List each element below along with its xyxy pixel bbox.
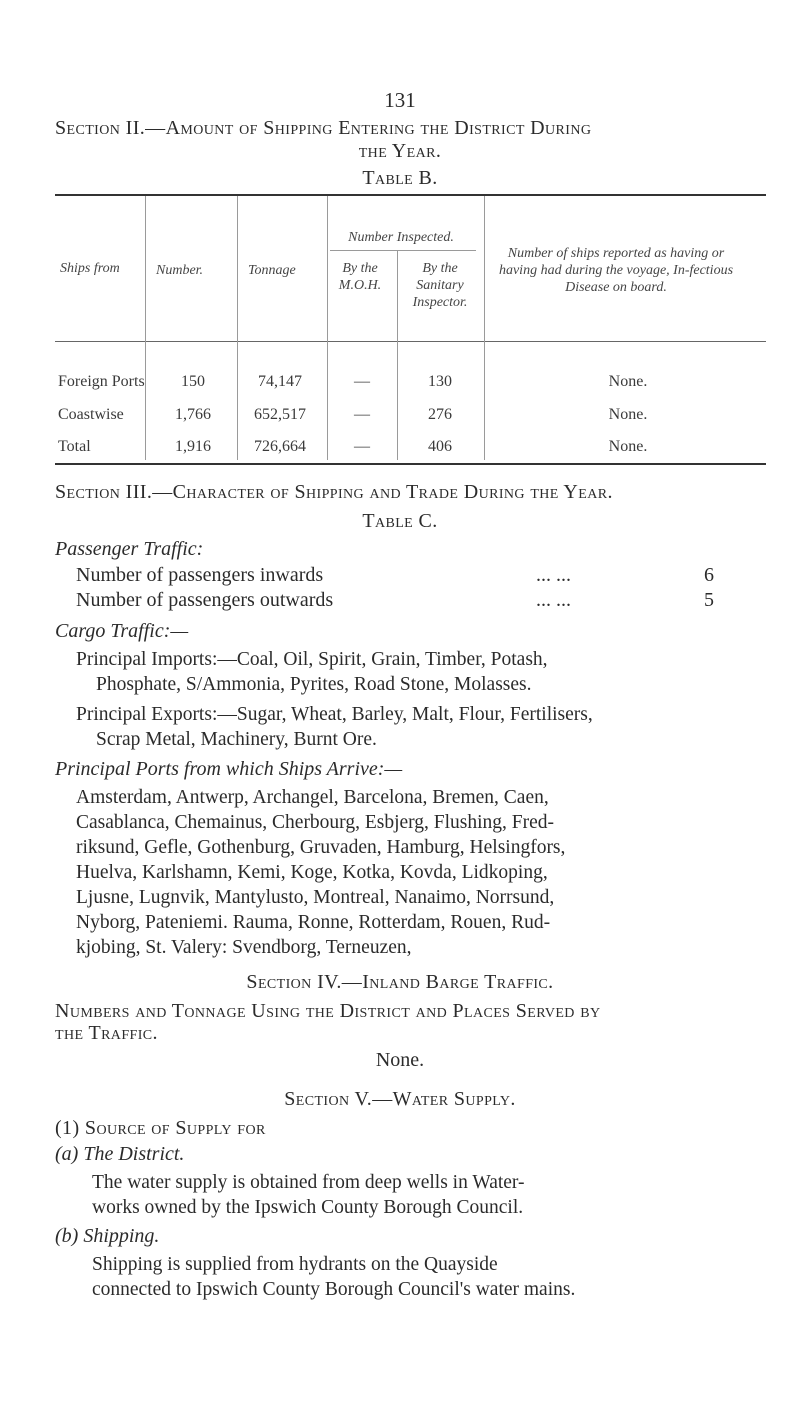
section-5-title: Section V.—Water Supply. xyxy=(284,1088,516,1110)
page-number: 131 xyxy=(384,88,416,112)
table-b-label: Table B. xyxy=(362,167,438,189)
ports-line: Casablanca, Chemainus, Cherbourg, Esbjerg, Flushing, Fred- xyxy=(76,812,555,833)
header-ships-from: Ships from xyxy=(60,261,120,276)
row-by-moh: — xyxy=(354,373,370,390)
row-by-sanitary: 130 xyxy=(428,373,452,390)
row-by-sanitary: 276 xyxy=(428,406,452,423)
shipping-text-line1: Shipping is supplied from hydrants on the Quayside xyxy=(92,1254,498,1275)
header-number: Number. xyxy=(156,263,204,278)
table-bottom-rule xyxy=(55,463,766,465)
passenger-traffic-heading: Passenger Traffic: xyxy=(55,538,204,560)
district-label: (a) The District. xyxy=(55,1143,185,1165)
passengers-outwards-value: 5 xyxy=(704,589,714,611)
row-ships-from: Total xyxy=(58,438,91,455)
row-by-sanitary: 406 xyxy=(428,438,452,455)
principal-imports-line1: Principal Imports:—Coal, Oil, Spirit, Grain, Timber, Potash, xyxy=(76,649,548,670)
principal-ports-heading: Principal Ports from which Ships Arrive:— xyxy=(55,758,403,780)
section-2-title-line1: Section II.—Amount of Shipping Entering the District During xyxy=(55,117,592,139)
section-2-title-line2: the Year. xyxy=(358,140,442,162)
passengers-inwards-value: 6 xyxy=(704,564,714,586)
row-ships-from: Foreign Ports xyxy=(58,373,145,390)
ports-line: Huelva, Karlshamn, Kemi, Koge, Kotka, Kovda, Lidkoping, xyxy=(76,862,548,883)
cargo-traffic-heading: Cargo Traffic:— xyxy=(55,620,189,642)
row-number: 1,916 xyxy=(175,438,211,455)
section-3-title: Section III.—Character of Shipping and Trade During the Year. xyxy=(55,481,613,503)
row-tonnage: 652,517 xyxy=(254,406,306,423)
header-tonnage: Tonnage xyxy=(248,263,296,278)
header-number-inspected: Number Inspected. xyxy=(348,230,454,245)
section-4-title: Section IV.—Inland Barge Traffic. xyxy=(246,971,554,993)
row-number: 150 xyxy=(181,373,205,390)
section-4-value: None. xyxy=(375,1049,425,1071)
district-text-line1: The water supply is obtained from deep wells in Water- xyxy=(92,1172,525,1193)
header-infectious-disease-reported: Number of ships reported as having or having had during the voyage, In-fectious Disease on board. xyxy=(498,246,734,295)
row-reported: None. xyxy=(608,406,648,423)
principal-exports-line2: Scrap Metal, Machinery, Burnt Ore. xyxy=(96,729,377,750)
passengers-outwards-dots: ... ... xyxy=(536,589,571,611)
ports-line: Nyborg, Pateniemi. Rauma, Ronne, Rotterdam, Rouen, Rud- xyxy=(76,912,551,933)
column-divider xyxy=(397,250,398,460)
shipping-text-line2: connected to Ipswich County Borough Council's water mains. xyxy=(92,1279,576,1300)
passengers-inwards-dots: ... ... xyxy=(536,564,571,586)
column-divider xyxy=(327,196,328,460)
passengers-outwards-label: Number of passengers outwards xyxy=(76,589,334,611)
section-4-subtitle-line1: Numbers and Tonnage Using the District and Places Served by xyxy=(55,1000,601,1022)
district-text-line2: works owned by the Ipswich County Borough Council. xyxy=(92,1197,524,1218)
row-by-moh: — xyxy=(354,406,370,423)
row-reported: None. xyxy=(608,373,648,390)
table-c-label: Table C. xyxy=(362,510,438,532)
section-4-subtitle-line2: the Traffic. xyxy=(55,1022,158,1044)
row-number: 1,766 xyxy=(175,406,211,423)
row-tonnage: 726,664 xyxy=(254,438,306,455)
principal-exports-line1: Principal Exports:—Sugar, Wheat, Barley, Malt, Flour, Fertilisers, xyxy=(76,704,593,725)
row-tonnage: 74,147 xyxy=(258,373,302,390)
column-divider xyxy=(484,196,485,460)
header-by-moh: By the M.O.H. xyxy=(338,261,382,293)
column-divider xyxy=(237,196,238,460)
ports-line: riksund, Gefle, Gothenburg, Gruvaden, Hamburg, Helsingfors, xyxy=(76,837,566,858)
passengers-inwards-label: Number of passengers inwards xyxy=(76,564,324,586)
ports-line: Amsterdam, Antwerp, Archangel, Barcelona, Bremen, Caen, xyxy=(76,787,549,808)
row-reported: None. xyxy=(608,438,648,455)
shipping-label: (b) Shipping. xyxy=(55,1225,160,1247)
row-by-moh: — xyxy=(354,438,370,455)
column-divider xyxy=(145,196,146,460)
table-top-rule xyxy=(55,194,766,196)
ports-line: kjobing, St. Valery: Svendborg, Terneuzen, xyxy=(76,937,412,958)
source-of-supply-heading: (1) Source of Supply for xyxy=(55,1117,266,1139)
header-sub-rule xyxy=(330,250,476,251)
header-bottom-rule xyxy=(55,341,766,342)
row-ships-from: Coastwise xyxy=(58,406,124,423)
ports-line: Ljusne, Lugnvik, Mantylusto, Montreal, Nanaimo, Norrsund, xyxy=(76,887,555,908)
principal-imports-line2: Phosphate, S/Ammonia, Pyrites, Road Stone, Molasses. xyxy=(96,674,532,695)
header-by-sanitary-inspector: By the Sanitary Inspector. xyxy=(412,261,468,310)
